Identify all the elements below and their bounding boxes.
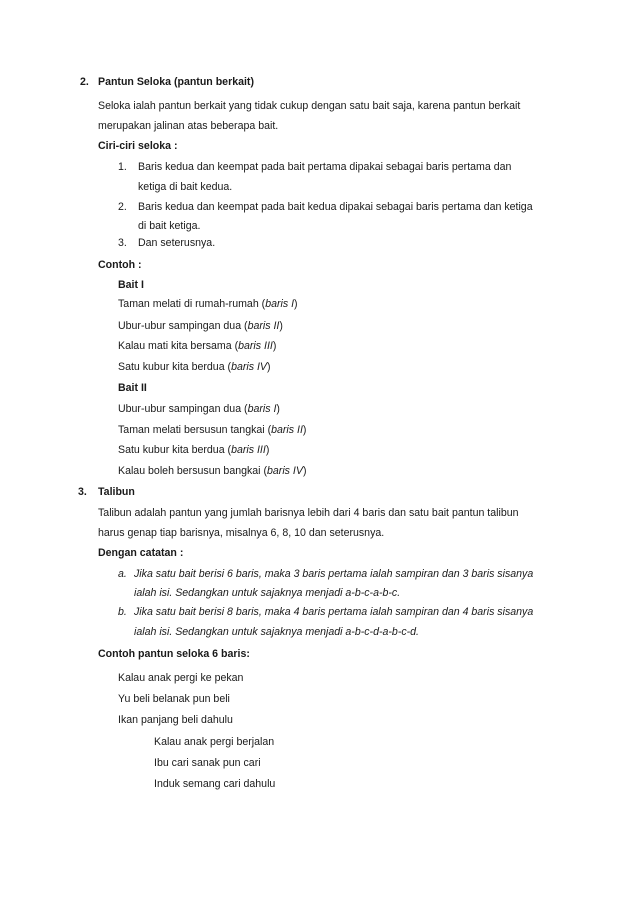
ciri-3-number: 3. [118, 237, 127, 249]
catatan-a-line-2: ialah isi. Sedangkan untuk sajaknya menjadi a-b-c-a-b-c. [134, 587, 401, 599]
ciri-3-line-1: Dan seterusnya. [138, 237, 216, 249]
section-2-desc-line-2: merupakan jalinan atas beberapa bait. [98, 120, 279, 132]
contoh-heading: Contoh : [98, 259, 142, 271]
bait-2-line-4: Kalau boleh bersusun bangkai (baris IV) [118, 465, 307, 477]
bait-2-title: Bait II [118, 382, 147, 394]
contoh-talibun-heading: Contoh pantun seloka 6 baris: [98, 648, 250, 660]
section-3-heading: Talibun [98, 486, 135, 498]
ciri-1-number: 1. [118, 161, 127, 173]
section-2-heading: Pantun Seloka (pantun berkait) [98, 76, 254, 88]
talibun-line-3: Ikan panjang beli dahulu [118, 714, 233, 726]
section-2-desc-line-1: Seloka ialah pantun berkait yang tidak cukup dengan satu bait saja, karena pantun berkait [98, 100, 521, 112]
ciri-1-line-1: Baris kedua dan keempat pada bait pertama dipakai sebagai baris pertama dan [138, 161, 512, 173]
catatan-b-line-2: ialah isi. Sedangkan untuk sajaknya menjadi a-b-c-d-a-b-c-d. [134, 626, 420, 638]
ciri-2-number: 2. [118, 201, 127, 213]
catatan-b-line-1: Jika satu bait berisi 8 baris, maka 4 baris pertama ialah sampiran dan 4 baris sisanya [134, 606, 534, 618]
bait-1-line-3: Kalau mati kita bersama (baris III) [118, 340, 277, 352]
bait-1-title: Bait I [118, 279, 144, 291]
ciri-2-line-2: di bait ketiga. [138, 220, 201, 232]
catatan-heading: Dengan catatan : [98, 547, 184, 559]
talibun-line-1: Kalau anak pergi ke pekan [118, 672, 244, 684]
section-3-number: 3. [78, 486, 87, 498]
bait-1-line-2: Ubur-ubur sampingan dua (baris II) [118, 320, 283, 332]
bait-2-line-2: Taman melati bersusun tangkai (baris II) [118, 424, 307, 436]
talibun-line-4: Kalau anak pergi berjalan [154, 736, 275, 748]
ciri-heading: Ciri-ciri seloka : [98, 140, 178, 152]
section-3-desc-line-1: Talibun adalah pantun yang jumlah barisnya lebih dari 4 baris dan satu bait pantun talibun [98, 507, 519, 519]
ciri-2-line-1: Baris kedua dan keempat pada bait kedua dipakai sebagai baris pertama dan ketiga [138, 201, 533, 213]
catatan-a-line-1: Jika satu bait berisi 6 baris, maka 3 baris pertama ialah sampiran dan 3 baris sisanya [134, 568, 534, 580]
catatan-b-marker: b. [118, 606, 127, 618]
section-3-desc-line-2: harus genap tiap barisnya, misalnya 6, 8, 10 dan seterusnya. [98, 527, 385, 539]
bait-2-line-1: Ubur-ubur sampingan dua (baris I) [118, 403, 280, 415]
section-2-number: 2. [80, 76, 89, 88]
talibun-line-6: Induk semang cari dahulu [154, 778, 276, 790]
talibun-line-2: Yu beli belanak pun beli [118, 693, 230, 705]
bait-2-line-3: Satu kubur kita berdua (baris III) [118, 444, 270, 456]
bait-1-line-4: Satu kubur kita berdua (baris IV) [118, 361, 271, 373]
talibun-line-5: Ibu cari sanak pun cari [154, 757, 261, 769]
ciri-1-line-2: ketiga di bait kedua. [138, 181, 233, 193]
bait-1-line-1: Taman melati di rumah-rumah (baris I) [118, 298, 298, 310]
catatan-a-marker: a. [118, 568, 127, 580]
